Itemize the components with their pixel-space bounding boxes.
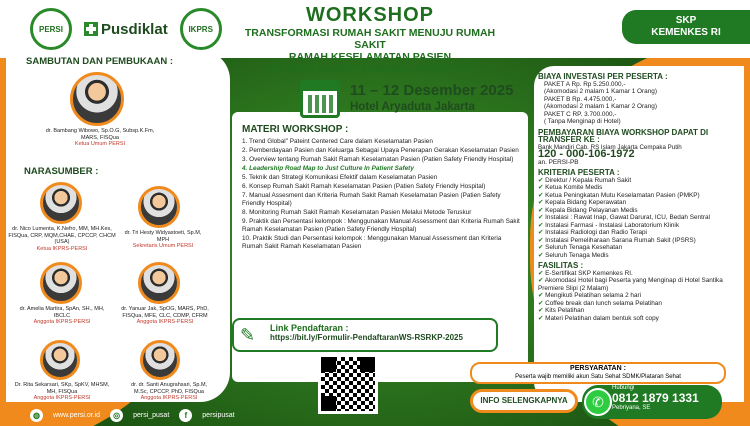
whatsapp-icon: ✆ (584, 388, 612, 416)
list-item: ✔ Instalasi : Rawat Inap, Gawat Darurat, ICU, Bedah Sentral (538, 214, 748, 222)
speaker-photo (70, 72, 124, 126)
subtitle-line: (PATIENT SAFETY FRIENDLY HOSPITAL) (268, 63, 472, 75)
registration-link[interactable] (232, 318, 498, 352)
price-line: PAKET B Rp. 4.475.000,- (544, 95, 617, 103)
qr-code[interactable] (318, 354, 378, 414)
speaker-name: dr. Nico Lumenta, K.Nefro, MM, MH.Kes, FISQua, CRP, MQM,CHAE, CPCCP, CHCM (USA) (8, 226, 116, 245)
opening-speaker (40, 128, 160, 148)
speaker-photo (138, 186, 180, 228)
footer-website[interactable]: www.persi.or.id (53, 411, 101, 419)
speaker-role: Ketua Umum PERSI (74, 141, 126, 147)
contact-box[interactable] (582, 385, 722, 419)
contact-name: Pebriyana, SE (612, 405, 651, 411)
list-item: 5. Teknik dan Strategi Komunikasi Efektif dalam Keselamatan Pasien (242, 174, 438, 181)
pusdiklat-label: Pusdiklat (101, 20, 168, 38)
workshop-title: WORKSHOP (306, 4, 434, 26)
kriteria-list (538, 177, 748, 260)
speaker-name: dr. Amelia Martira, SpAn, SH., MH, IBCLC (19, 306, 105, 319)
list-item: ✔ Coffee break dan lunch selama Pelatihan (538, 300, 748, 308)
price-line: (Akomodasi 2 malam 1 Kamar 1 Orang) (544, 88, 657, 95)
footer-facebook[interactable]: persipusat (202, 411, 235, 419)
footer-instagram[interactable]: persi_pusat (133, 411, 170, 419)
list-item: ✔ Ketua Komite Medis (538, 184, 748, 192)
list-item: ✔ Materi Pelatihan dalam bentuk soft copy (538, 315, 748, 323)
fasilitas-list (538, 270, 748, 323)
speaker-photo (40, 262, 82, 304)
edit-icon: ✎ (240, 325, 256, 345)
link-url[interactable]: https://bit.ly/Formulir-PendaftaranWS-RSRKP-2025 (270, 333, 463, 342)
pembayaran-title: PEMBAYARAN BIAYA WORKSHOP DAPAT DI TRANSFER KE : (538, 127, 709, 144)
logo-row (30, 8, 222, 50)
speaker-name: dr. Tri Hesty Widyastoeti, Sp.M, MPH (124, 230, 202, 243)
speaker-card (124, 382, 214, 402)
speaker-photo (138, 262, 180, 304)
cross-icon (84, 22, 98, 36)
speaker-role: Anggota IKPRS-PERSI (136, 319, 194, 325)
list-item: ✔ Kepala Bidang Pelayanan Medis (538, 207, 748, 215)
materi-section (242, 124, 522, 252)
speaker-name: dr. Yanuar Jak, SpOG, MARS, PhD, FISQua, MFE, CLC, CDMP, CFRM (121, 306, 209, 319)
persyaratan-text: Peserta wajib memiliki akun Satu Sehat SDMK/Plataran Sehat (515, 374, 681, 380)
list-item: 3. Overview tentang Rumah Sakit Ramah Keselamatan Pasien (Patien Safety Friendly Hospital) (242, 156, 514, 163)
list-item: ✔ Instalasi Farmasi - Instalasi Laboratorium Klinik (538, 222, 748, 230)
price-line: ( Tanpa Menginap di Hotel) (544, 118, 621, 125)
list-item: 4. Leadership Road Map to Just Culture In Patient Safety (242, 165, 414, 172)
globe-icon: ◍ (30, 409, 43, 422)
speaker-name: Dr. Rita Sekarsari, SKp, SpKV, MHSM, MH, FISQua (14, 382, 110, 395)
list-item: 6. Konsep Rumah Sakit Ramah Keselamatan Pasien (Patien Safety Friendly Hospital) (242, 183, 486, 190)
persyaratan-title: PERSYARATAN : (570, 365, 626, 372)
list-item: ✔ Seluruh Tenaga Medis (538, 252, 748, 260)
account-number: 120 - 000-106-1972 (538, 148, 635, 160)
ikprs-logo: IKPRS (180, 8, 222, 50)
speaker-card (6, 226, 118, 252)
skp-label: KEMENKES RI (651, 27, 721, 38)
speaker-photo (140, 340, 180, 380)
price-line: (Akomodasi 2 malam 1 Kamar 2 Orang) (544, 103, 657, 110)
persi-logo: PERSI (30, 8, 72, 50)
contact-phone[interactable]: 0812 1879 1331 (612, 391, 699, 405)
link-title: Link Pendaftaran : (270, 323, 349, 333)
list-item: ✔ Mengikuti Pelatihan selama 2 hari (538, 292, 748, 300)
instagram-icon: ◎ (110, 409, 123, 422)
speaker-card (122, 230, 204, 250)
materi-title: MATERI WORKSHOP : (242, 124, 349, 135)
list-item: 9. Praktik dan Persentasi kelompok : Menggunakan Manual Assessment dan Kriteria Rumah Sakit Ramah Keselamatan Pasien (Patien Safety Friendly Hospital) (242, 218, 520, 233)
persyaratan-box (470, 362, 726, 384)
speaker-role: Sekretaris Umum PERSI (132, 243, 194, 249)
speaker-card (120, 306, 210, 326)
footer (0, 404, 300, 426)
speaker-role: Anggota IKPRS-PERSI (33, 395, 91, 401)
speaker-name: dr. dr. Santi Anugrahsari, Sp.M, M.Sc, CPCCP, PhD, FISQua (130, 382, 208, 395)
account-holder: an. PERSI-PB (538, 158, 579, 166)
speaker-role: Ketua IKPRS-PERSI (36, 245, 88, 252)
list-item: 10. Praktik Studi dan Persentasi kelompok : Menggunakan Manual Assessment dan Kriteria Rumah Sakit Ramah Keselamatan Pasien (242, 235, 502, 250)
speaker-photo (40, 340, 80, 380)
speaker-photo (40, 182, 82, 224)
materi-list (242, 138, 522, 251)
list-item: ✔ E-Sertifikat SKP Kemenkes RI. (538, 270, 748, 278)
list-item: 7. Manual Assesment dan Kriteria Rumah Sakit Ramah Keselamatan Pasien (Patien Safety Friendly Hospital) (242, 192, 501, 207)
bank-name: Bank Mandiri Cab. RS Islam Jakarta Cempaka Putih (538, 143, 682, 151)
facebook-icon: f (179, 409, 192, 422)
list-item: ✔ Direktur / Kepala Rumah Sakit (538, 177, 748, 185)
page-title (230, 4, 510, 75)
list-item: 1. Trend Global" Pateint Centered Care dalam Keselamatan Pasien (242, 138, 433, 145)
list-item: ✔ Kepala Bidang Keperawatan (538, 199, 748, 207)
list-item: ✔ Kits Pelatihan (538, 307, 748, 315)
subtitle-line: TRANSFORMASI RUMAH SAKIT MENUJU RUMAH SAKIT (244, 27, 496, 51)
list-item: ✔ Seluruh Tenaga Kesehatan (538, 244, 748, 252)
event-venue: Hotel Aryaduta Jakarta (350, 101, 475, 113)
calendar-icon (300, 80, 340, 118)
price-line: PAKET A Rp. Rp 5.250.000,- (544, 80, 626, 88)
speaker-role: Anggota IKPRS-PERSI (33, 319, 91, 325)
skp-badge (622, 10, 750, 44)
list-item: ✔ Instalasi Radiologi dan Radio Terapi (538, 229, 748, 237)
fasilitas-title: FASILITAS : (538, 261, 584, 270)
biaya-title: BIAYA INVESTASI PER PESERTA : (538, 72, 668, 81)
price-line: PAKET C RP. 3.700.000,- (544, 110, 617, 118)
speaker-role: Anggota IKPRS-PERSI (140, 395, 198, 401)
right-column (538, 70, 748, 322)
pusdiklat-logo (84, 21, 168, 38)
list-item: ✔ Instalasi Pemeliharaan Sarana Rumah Sakit (IPSRS) (538, 237, 748, 245)
contact-label: Hubungi (612, 385, 635, 391)
list-item: 8. Monitoring Rumah Sakit Ramah Keselamatan Pasien Melalui Metode Teruskur (242, 209, 472, 216)
skp-label: SKP (675, 15, 697, 26)
narasumber-title: NARASUMBER : (24, 166, 99, 177)
event-date-text: 11 – 12 Desember 2025 (350, 82, 514, 99)
sambutan-title: SAMBUTAN DAN PEMBUKAAN : (26, 56, 174, 67)
sambutan-section (26, 56, 173, 67)
info-button[interactable]: INFO SELENGKAPNYA (470, 389, 578, 413)
speaker-card (14, 382, 110, 402)
list-item: ✔ Ketua Peningkatan Mutu Keselamatan Pasien (PMKP) (538, 192, 748, 200)
list-item: 2. Pemberdayaan Pasien dan Keluarga Sebagai Upaya Penerapan Gerakan Keselamatan Pasien (242, 147, 519, 154)
speaker-name: dr. Bambang Wibowo, Sp.O.G, Subsp.K.Fm, MARS, FISQua (45, 128, 155, 141)
list-item: ✔ Akomodasi Hotel bagi Peserta yang Menginap di Hotel Santika Premiere Slipi (2 Malam) (538, 277, 748, 292)
subtitle-line: RAMAH KESELAMATAN PASIEN (288, 51, 452, 63)
speaker-card (14, 306, 110, 326)
kriteria-title: KRITERIA PESERTA : (538, 168, 620, 177)
event-date (300, 80, 513, 118)
